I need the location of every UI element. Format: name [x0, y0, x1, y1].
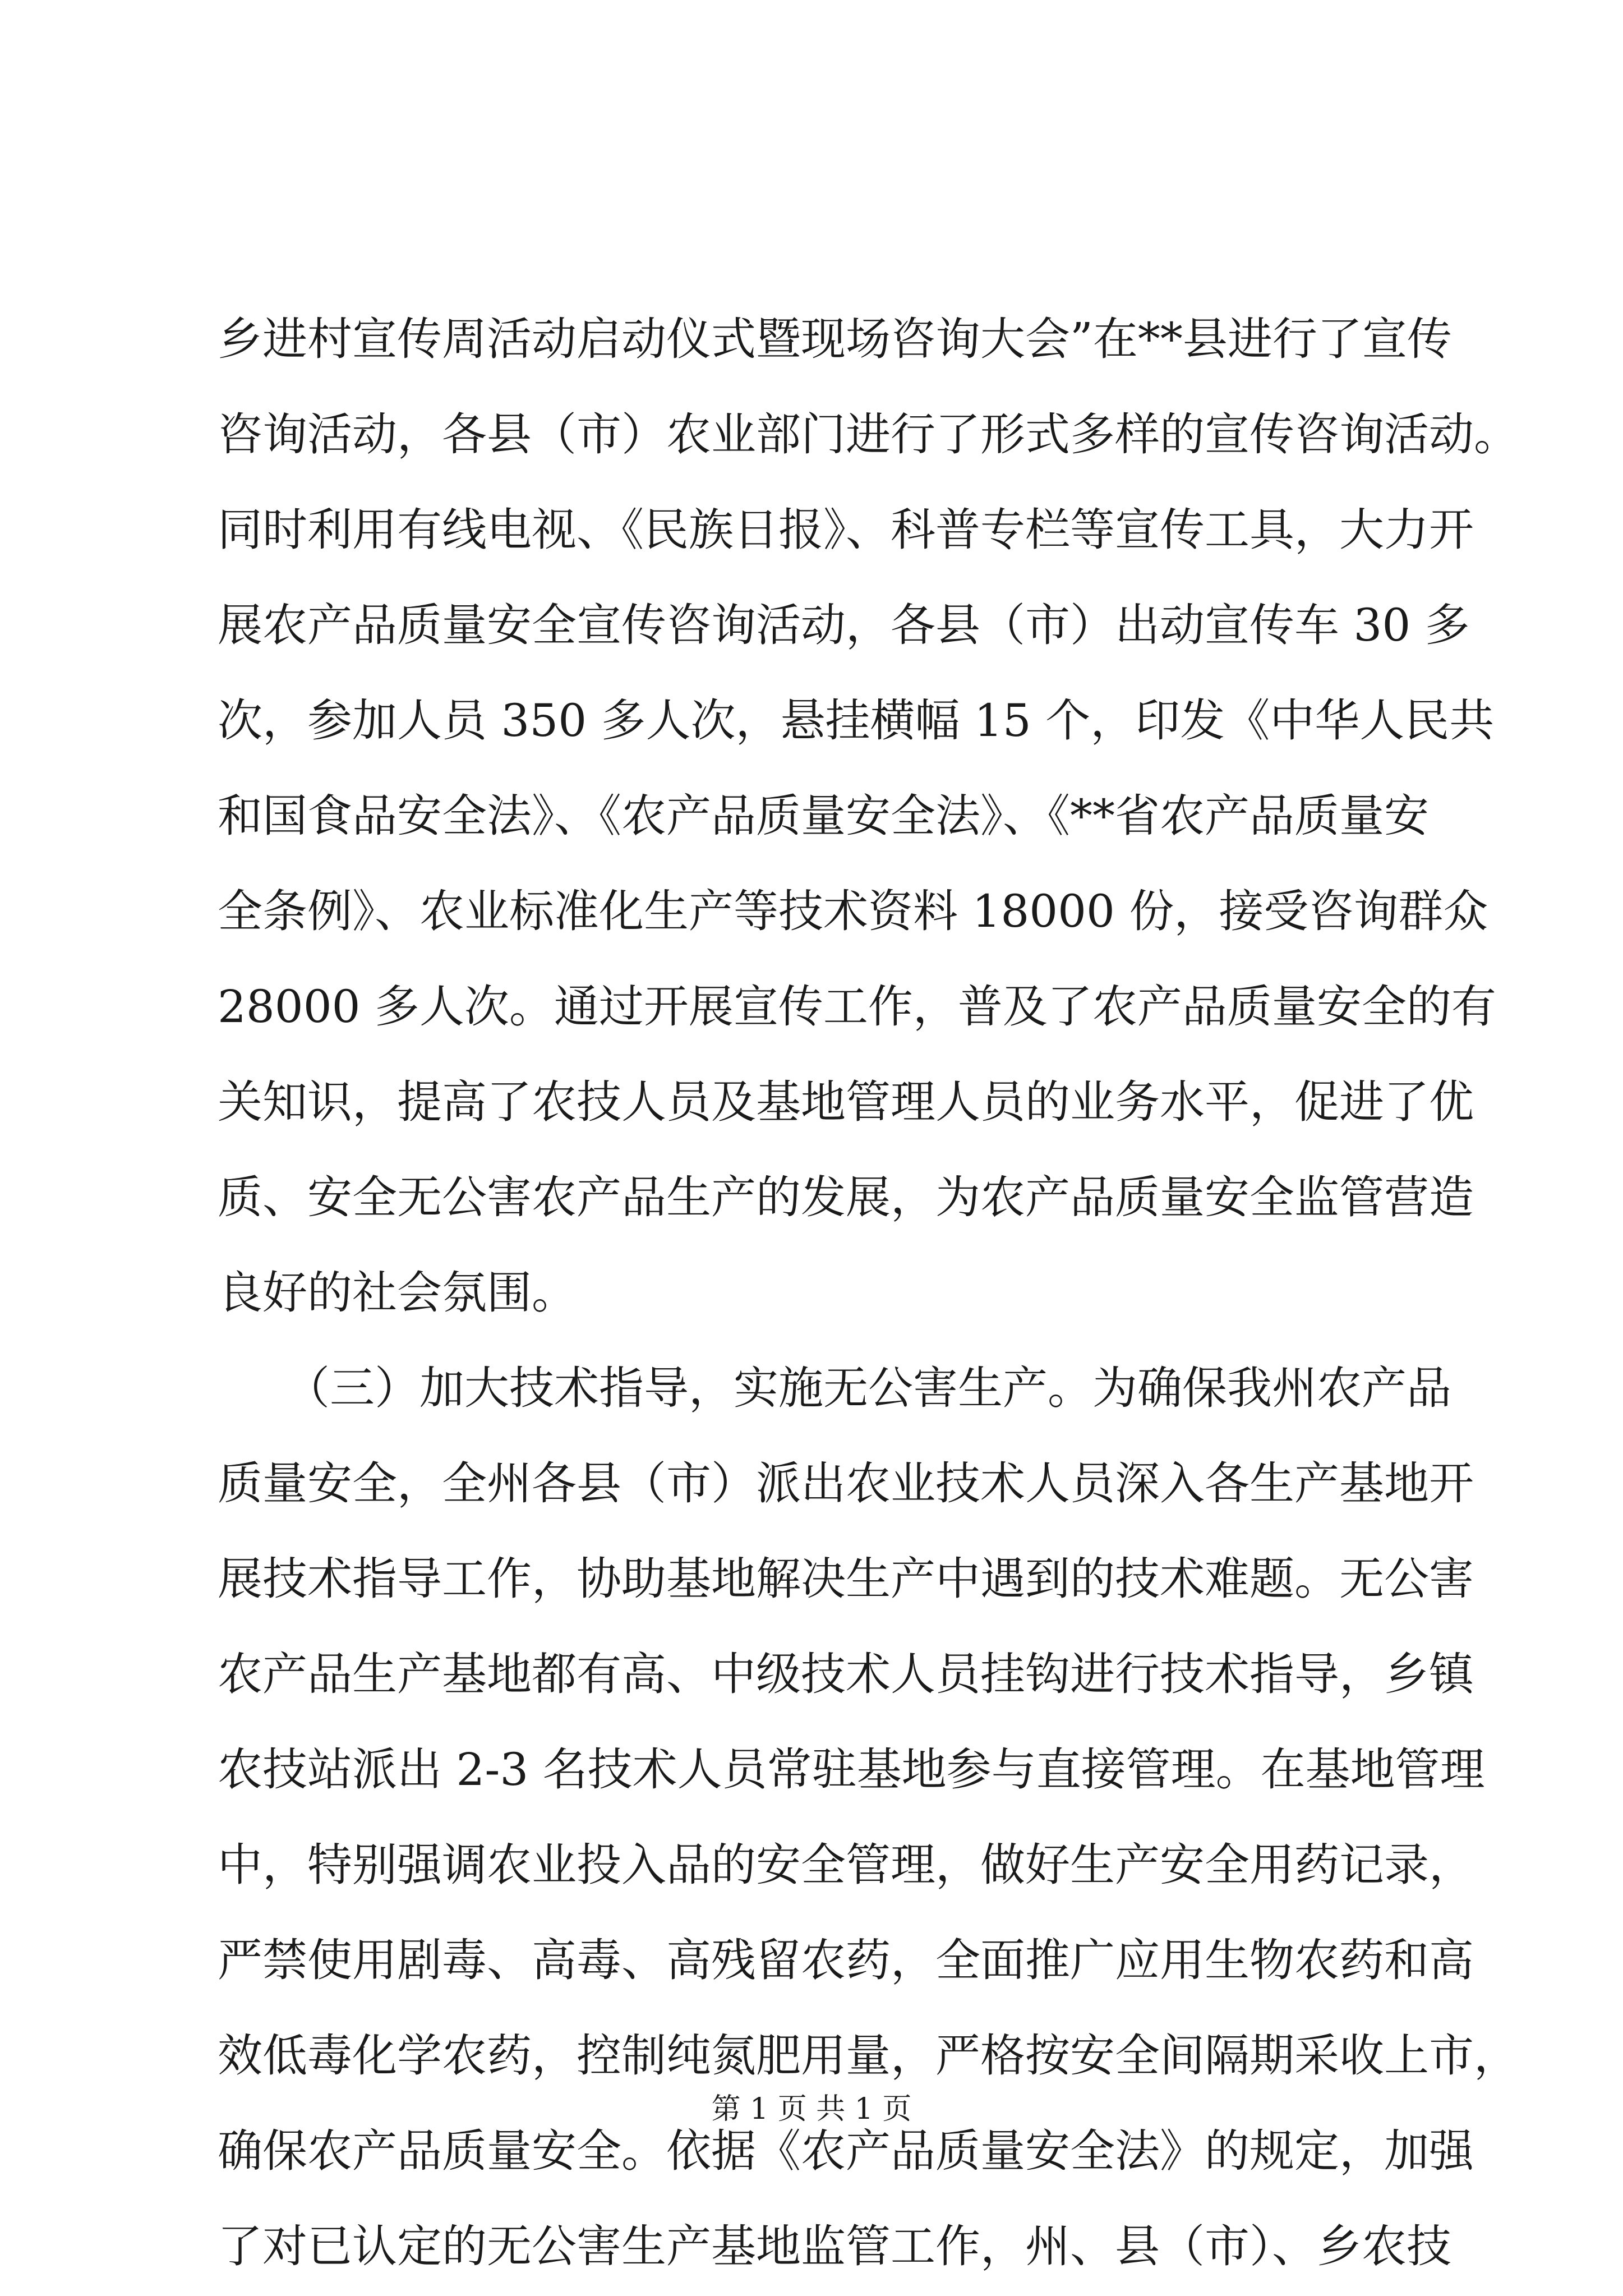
text-line: 同时利用有线电视、《民族日报》、科普专栏等宣传工具，大力开	[218, 504, 1474, 556]
text-line: 农产品生产基地都有高、中级技术人员挂钩进行技术指导，乡镇	[218, 1648, 1474, 1700]
page-footer: 第 1 页 共 1 页	[711, 2092, 912, 2126]
text-line: 展农产品质量安全宣传咨询活动，各县（市）出动宣传车 30 多	[218, 599, 1470, 651]
text-line: 展技术指导工作，协助基地解决生产中遇到的技术难题。无公害	[218, 1553, 1474, 1605]
text-line: 乡进村宣传周活动启动仪式暨现场咨询大会”在**县进行了宣传	[218, 313, 1452, 365]
text-line: 严禁使用剧毒、高毒、高残留农药，全面推广应用生物农药和高	[218, 1934, 1474, 1986]
text-line: （三）加大技术指导，实施无公害生产。为确保我州农产品	[218, 1362, 1451, 1414]
text-line: 关知识，提高了农技人员及基地管理人员的业务水平，促进了优	[218, 1076, 1474, 1128]
text-line: 质量安全，全州各县（市）派出农业技术人员深入各生产基地开	[218, 1457, 1474, 1510]
text-line: 了对已认定的无公害生产基地监管工作，州、县（市）、乡农技	[218, 2220, 1451, 2272]
text-line: 和国食品安全法》、《农产品质量安全法》、《**省农产品质量安	[218, 790, 1429, 842]
text-line: 次，参加人员 350 多人次，悬挂横幅 15 个，印发《中华人民共	[218, 694, 1495, 747]
text-line: 确保农产品质量安全。依据《农产品质量安全法》的规定，加强	[218, 2125, 1474, 2177]
text-line: 效低毒化学农药，控制纯氮肥用量，严格按安全间隔期采收上市，	[218, 2030, 1519, 2082]
text-line: 全条例》、农业标准化生产等技术资料 18000 份，接受咨询群众	[218, 885, 1488, 937]
text-line: 28000 多人次。通过开展宣传工作，普及了农产品质量安全的有	[218, 981, 1496, 1033]
text-line: 质、安全无公害农产品生产的发展，为农产品质量安全监管营造	[218, 1171, 1474, 1223]
text-line: 咨询活动，各县（市）农业部门进行了形式多样的宣传咨询活动。	[218, 408, 1519, 461]
text-line: 良好的社会氛围。	[218, 1267, 577, 1319]
text-line: 中，特别强调农业投入品的安全管理，做好生产安全用药记录，	[218, 1839, 1474, 1891]
text-line: 农技站派出 2-3 名技术人员常驻基地参与直接管理。在基地管理	[218, 1743, 1485, 1796]
body-text	[218, 292, 1519, 2294]
